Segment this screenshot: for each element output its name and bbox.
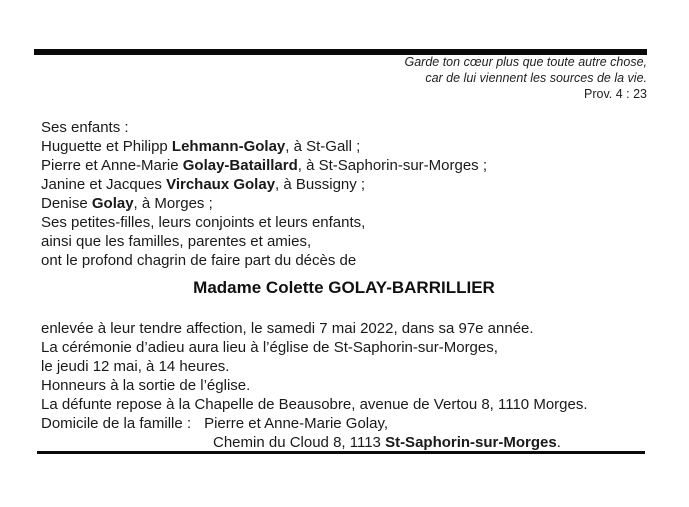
- member-location: , à St-Saphorin-sur-Morges ;: [297, 157, 488, 174]
- residence-address-line: [41, 433, 671, 452]
- member-relatives: Huguette et Philipp: [41, 138, 172, 155]
- deceased-name: Madame Colette GOLAY-BARRILLIER: [193, 278, 495, 297]
- member-surname: Golay-Bataillard: [182, 157, 298, 174]
- residence-town: St-Saphorin-sur-Morges: [385, 434, 557, 451]
- residence-line: [41, 414, 671, 433]
- family-member-line: [41, 175, 661, 194]
- member-location: , à St-Gall ;: [285, 138, 361, 155]
- member-location: , à Bussigny ;: [275, 176, 366, 193]
- family-member-line: [41, 194, 661, 213]
- residence-period: .: [556, 434, 561, 451]
- epigraph-reference: Prov. 4 : 23: [584, 87, 647, 101]
- chapel-line: La défunte repose à la Chapelle de Beausobre, avenue de Vertou 8, 1110 Morges.: [41, 396, 588, 413]
- ceremony-time-line: le jeudi 12 mai, à 14 heures.: [41, 358, 230, 375]
- family-closing-line: ainsi que les familles, parentes et amies,: [41, 233, 312, 250]
- family-announcement: [41, 118, 661, 270]
- ceremony-line: La cérémonie d’adieu aura lieu à l’église de St-Saphorin-sur-Morges,: [41, 339, 498, 356]
- family-closing-line: ont le profond chagrin de faire part du décès de: [41, 252, 357, 269]
- member-surname: Lehmann-Golay: [171, 138, 286, 155]
- member-relatives: Janine et Jacques: [41, 176, 167, 193]
- epigraph-line: Garde ton cœur plus que toute autre chose,: [404, 55, 647, 69]
- funeral-details: [41, 319, 671, 452]
- member-relatives: Pierre et Anne-Marie: [41, 157, 183, 174]
- bottom-rule: [37, 451, 645, 454]
- death-date-line: enlevée à leur tendre affection, le samedi 7 mai 2022, dans sa 97e année.: [41, 320, 534, 337]
- family-closing-line: Ses petites-filles, leurs conjoints et leurs enfants,: [41, 214, 366, 231]
- epigraph: [405, 54, 648, 102]
- honors-line: Honneurs à la sortie de l’église.: [41, 377, 251, 394]
- residence-street: Chemin du Cloud 8, 1113: [213, 434, 386, 451]
- member-relatives: Denise: [41, 195, 92, 212]
- residence-contact: Pierre et Anne-Marie Golay,: [204, 415, 389, 432]
- residence-label: Domicile de la famille :: [41, 415, 192, 432]
- member-location: , à Morges ;: [133, 195, 213, 212]
- epigraph-line: car de lui viennent les sources de la vie.: [425, 71, 647, 85]
- member-surname: Virchaux Golay: [166, 176, 276, 193]
- family-member-line: [41, 156, 661, 175]
- family-intro: Ses enfants :: [41, 119, 129, 136]
- family-member-line: [41, 137, 661, 156]
- member-surname: Golay: [91, 195, 134, 212]
